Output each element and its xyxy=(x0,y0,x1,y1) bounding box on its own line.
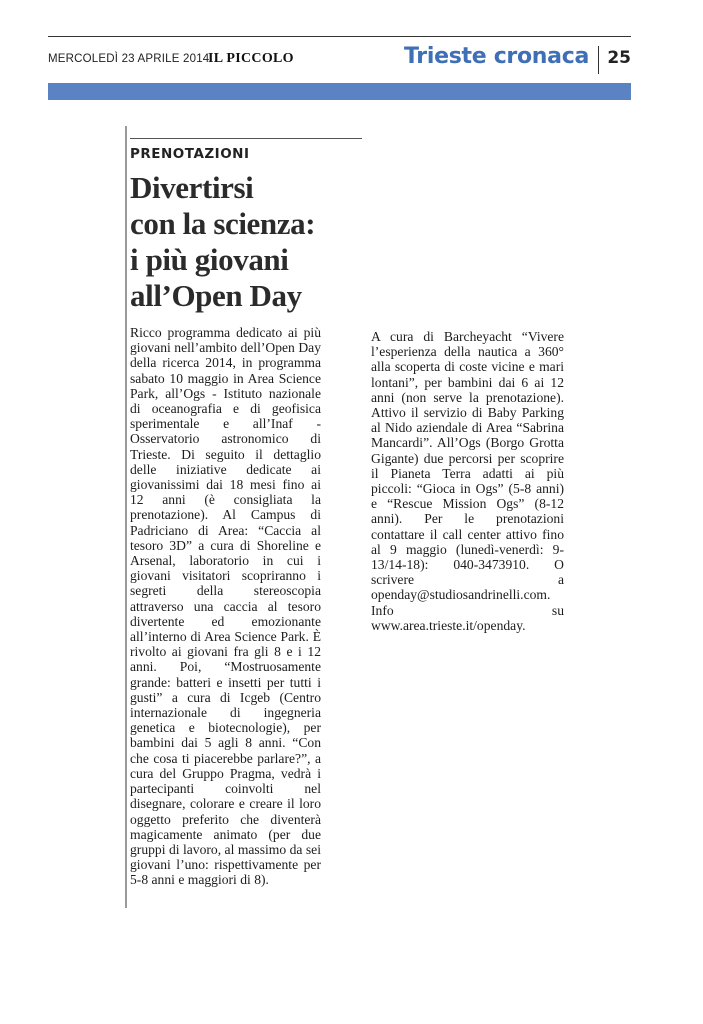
headline-line: all’Open Day xyxy=(130,278,302,313)
page-number: 25 xyxy=(607,48,631,68)
column-2-text: A cura di Barcheyacht “Vivere l’esperienza della nautica a 360° alla scoperta di coste vicine e mari lontani”, per bambini dai 6 ai 12 anni (non serve la prenotazione). Attivo il servizio di Baby Parking al Nido aziendale di Area “Sabrina Mancardi”. All’Ogs (Borgo Grotta Gigante) due percorsi per scoprire il Pianeta Terra adatti ai più piccoli: “Gioca in Ogs” (5-8 anni) e “Rescue Mission Ogs” (8-12 anni). Per le prenotazioni contattare il call center attivo fino al 9 maggio (lunedì-venerdì: 9-13/14-18): 040-3473910. O scrivere a openday@studiosandrinelli.com. Info su www.area.trieste.it/openday. xyxy=(371,329,564,633)
article-left-rule xyxy=(125,126,127,908)
header-divider xyxy=(598,46,599,74)
column-1-text: Ricco programma dedicato ai più giovani nell’ambito dell’Open Day della ricerca 2014, in programma sabato 10 maggio in Area Science Park, all’Ogs - Istituto nazionale di oceanografia e di geofisica sperimentale e all’Inaf - Osservatorio astronomico di Trieste. Di seguito il dettaglio delle iniziative dedicate ai giovanissimi dai 18 mesi fino ai 12 anni (è consigliata la prenotazione). Al Campus di Padriciano di Area: “Caccia al tesoro 3D” a cura di Shoreline e Arsenal, laboratorio in cui i giovani visitatori scopriranno i segreti della stereoscopia attraverso una caccia al tesoro divertente ed emozionante all’interno di Area Science Park. È rivolto ai giovani fra gli 8 e i 12 anni. Poi, “Mostruosamente grande: batteri e insetti per tutti i gusti” a cura di Icgeb (Centro internazionale di ingegneria genetica e biotecnologie), per bambini dai 5 agli 8 anni. “Con che cosa ti piacerebbe parlare?”, a cura del Gruppo Pragma, vedrà i partecipanti coinvolti nel disegnare, colorare e creare il loro oggetto preferito che diventerà magicamente animato (per due gruppi di lavoro, al massimo da sei giovani l’uno: rispettivamente per 5-8 anni e maggiori di 8). xyxy=(130,325,321,888)
header-top-rule xyxy=(48,36,631,37)
article-column-1 xyxy=(130,325,321,888)
section-title: Trieste cronaca xyxy=(404,44,589,69)
headline-line: con la scienza: xyxy=(130,206,316,241)
issue-date: MERCOLEDÌ 23 APRILE 2014 xyxy=(48,53,210,65)
headline-line: Divertirsi xyxy=(130,170,254,205)
newspaper-name: IL PICCOLO xyxy=(208,51,294,66)
page-header xyxy=(48,44,631,78)
article-column-2 xyxy=(371,329,564,633)
article-kicker: PRENOTAZIONI xyxy=(130,146,250,162)
header-color-band xyxy=(48,83,631,100)
article-headline xyxy=(130,170,370,314)
kicker-rule xyxy=(130,138,362,139)
headline-line: i più giovani xyxy=(130,242,289,277)
